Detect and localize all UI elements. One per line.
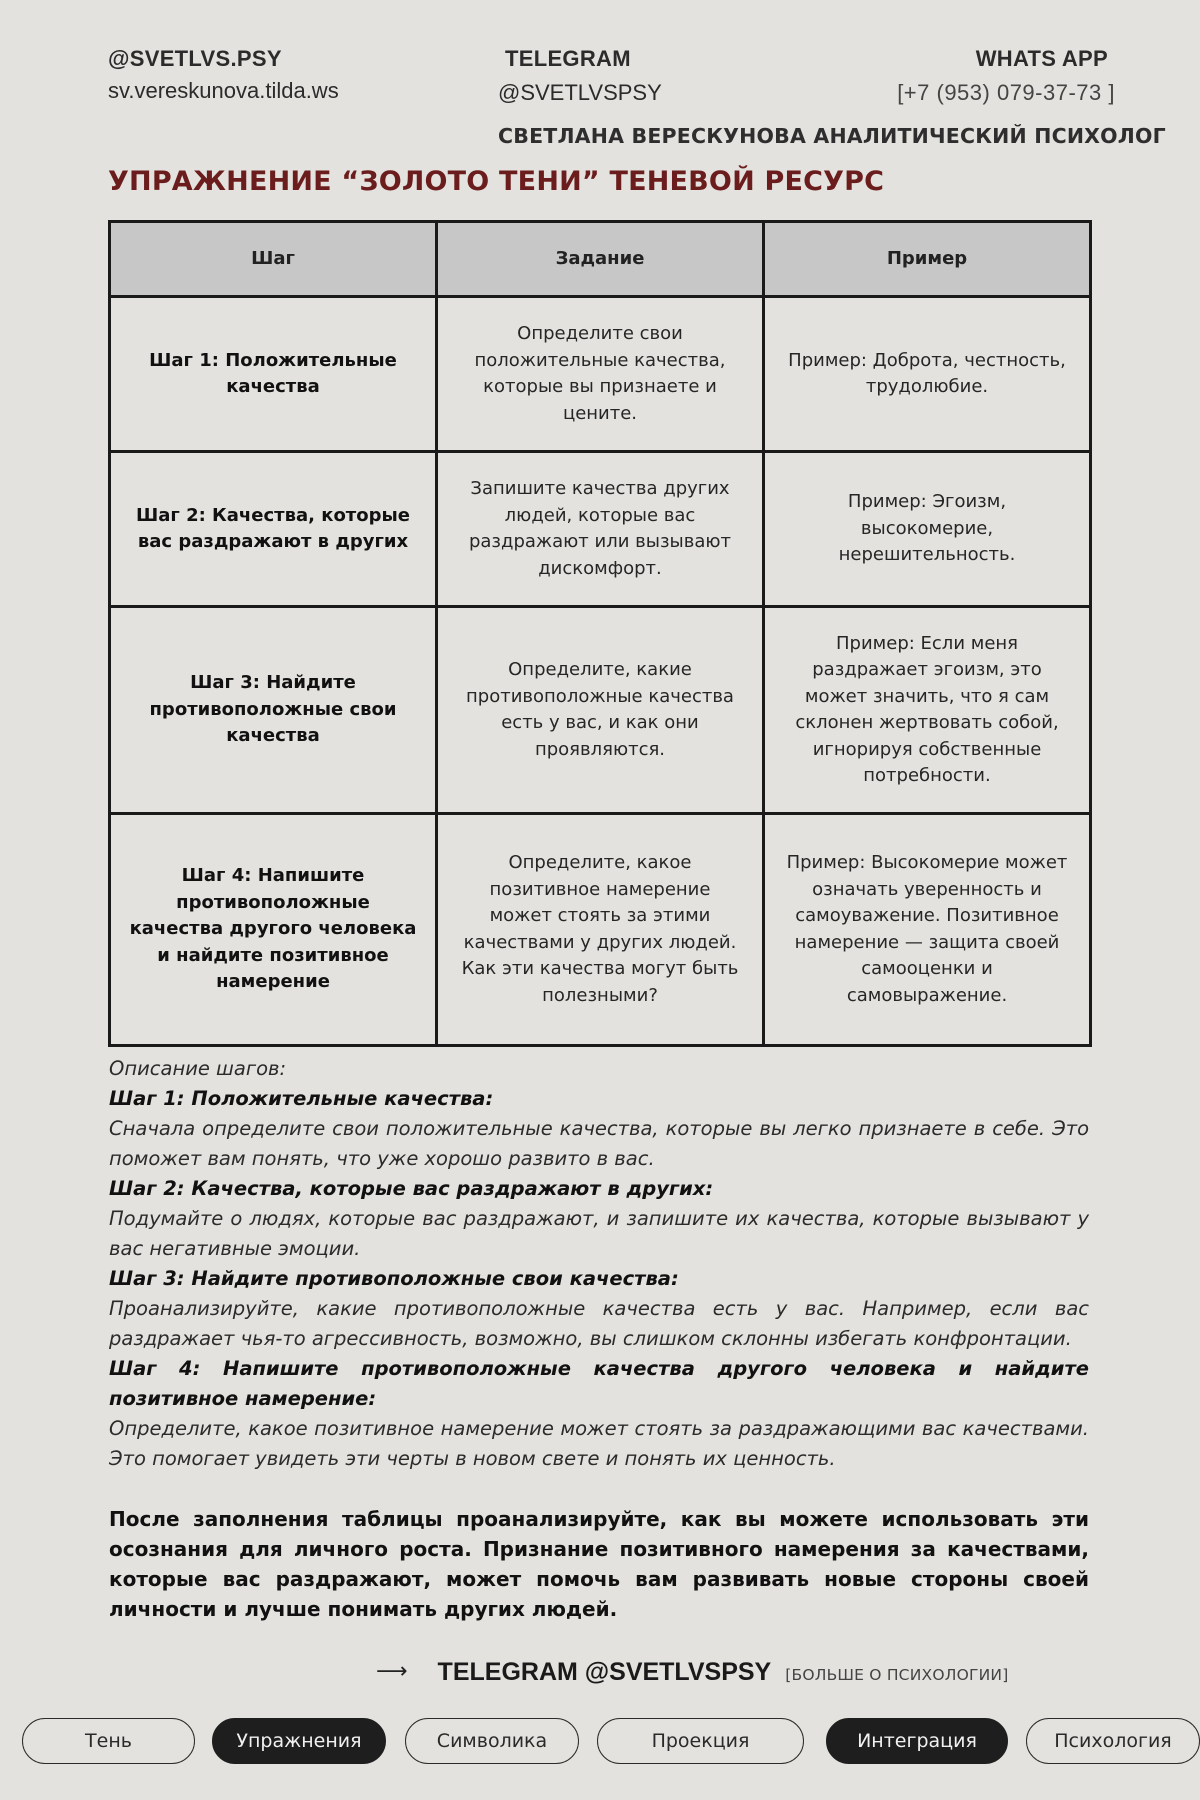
site-handle: @SVETLVS.PSY — [108, 46, 282, 71]
whatsapp-label: WHATS APP — [975, 46, 1108, 71]
description-step-heading: Шаг 2: Качества, которые вас раздражают в других: — [109, 1177, 714, 1200]
site-url-link[interactable]: sv.vereskunova.tilda.ws — [108, 78, 339, 103]
nav-pill-integration[interactable]: Интеграция — [826, 1718, 1008, 1764]
conclusion-paragraph: После заполнения таблицы проанализируйте, как вы можете использовать эти осознания для личного роста. Признание позитивного намерения за качествами, которые вас раздражают, может помочь вам развивать новые стороны своей личности и лучше понимать других людей. — [109, 1507, 1089, 1621]
telegram-cta-subtitle: [БОЛЬШЕ О ПСИХОЛОГИИ] — [785, 1666, 1009, 1684]
long-arrow-right-icon: ⟶ — [376, 1659, 408, 1684]
table-row — [110, 607, 1091, 814]
exercise-table — [108, 220, 1092, 1047]
step-cell: Шаг 1: Положительные качества — [110, 297, 437, 452]
telegram-cta-label[interactable]: TELEGRAM @SVETLVSPSY — [437, 1658, 772, 1686]
nav-pill-exercises[interactable]: Упражнения — [212, 1718, 386, 1764]
table-row — [110, 452, 1091, 607]
table-row — [110, 814, 1091, 1046]
step-cell: Шаг 4: Напишите противоположные качества другого человека и найдите позитивное намерение — [110, 814, 437, 1046]
steps-description — [109, 1054, 1089, 1474]
step-cell: Шаг 2: Качества, которые вас раздражают в других — [110, 452, 437, 607]
example-cell: Пример: Высокомерие может означать уверенность и самоуважение. Позитивное намерение — защита своей самооценки и самовыражение. — [764, 814, 1091, 1046]
telegram-handle-link[interactable]: @SVETLVSPSY — [498, 80, 662, 105]
nav-pill-projection[interactable]: Проекция — [597, 1718, 804, 1764]
description-step-text: Сначала определите свои положительные качества, которые вы легко признаете в себе. Это поможет вам понять, что уже хорошо развито в вас. — [109, 1117, 1089, 1170]
example-cell: Пример: Эгоизм, высокомерие, нерешительность. — [764, 452, 1091, 607]
column-header-example: Пример — [764, 222, 1091, 297]
page-title: УПРАЖНЕНИЕ “ЗОЛОТО ТЕНИ” ТЕНЕВОЙ РЕСУРС — [108, 166, 885, 197]
table-header-row — [110, 222, 1091, 297]
nav-pill-shadow[interactable]: Тень — [22, 1718, 195, 1764]
task-cell: Определите, какое позитивное намерение может стоять за этими качествами у других людей. Как эти качества могут быть полезными? — [437, 814, 764, 1046]
task-cell: Запишите качества других людей, которые вас раздражают или вызывают дискомфорт. — [437, 452, 764, 607]
column-header-step: Шаг — [110, 222, 437, 297]
author-line: СВЕТЛАНА ВЕРЕСКУНОВА АНАЛИТИЧЕСКИЙ ПСИХОЛОГ — [498, 124, 1166, 148]
description-step-heading: Шаг 1: Положительные качества: — [109, 1087, 494, 1110]
step-cell: Шаг 3: Найдите противоположные свои качества — [110, 607, 437, 814]
telegram-cta[interactable] — [376, 1658, 1008, 1687]
example-cell: Пример: Если меня раздражает эгоизм, это может значить, что я сам склонен жертвовать собой, игнорируя собственные потребности. — [764, 607, 1091, 814]
description-step-heading: Шаг 4: Напишите противоположные качества другого человека и найдите позитивное намерение: — [109, 1357, 1089, 1410]
column-header-task: Задание — [437, 222, 764, 297]
whatsapp-phone-link[interactable]: [+7 (953) 079-37-73 ] — [897, 80, 1115, 105]
description-intro: Описание шагов: — [109, 1057, 287, 1080]
table-row — [110, 297, 1091, 452]
description-step-text: Определите, какое позитивное намерение может стоять за раздражающими вас качествами. Это помогает увидеть эти черты в новом свете и понять их ценность. — [109, 1417, 1089, 1470]
telegram-label: TELEGRAM — [505, 46, 631, 71]
description-step-text: Подумайте о людях, которые вас раздражают, и запишите их качества, которые вызывают у вас негативные эмоции. — [109, 1207, 1089, 1260]
example-cell: Пример: Доброта, честность, трудолюбие. — [764, 297, 1091, 452]
nav-pill-symbolism[interactable]: Символика — [405, 1718, 579, 1764]
nav-pill-psychology[interactable]: Психология — [1026, 1718, 1200, 1764]
task-cell: Определите свои положительные качества, которые вы признаете и цените. — [437, 297, 764, 452]
description-step-heading: Шаг 3: Найдите противоположные свои качества: — [109, 1267, 679, 1290]
task-cell: Определите, какие противоположные качества есть у вас, и как они проявляются. — [437, 607, 764, 814]
description-step-text: Проанализируйте, какие противоположные качества есть у вас. Например, если вас раздражает чья-то агрессивность, возможно, вы слишком склонны избегать конфронтации. — [109, 1297, 1089, 1350]
